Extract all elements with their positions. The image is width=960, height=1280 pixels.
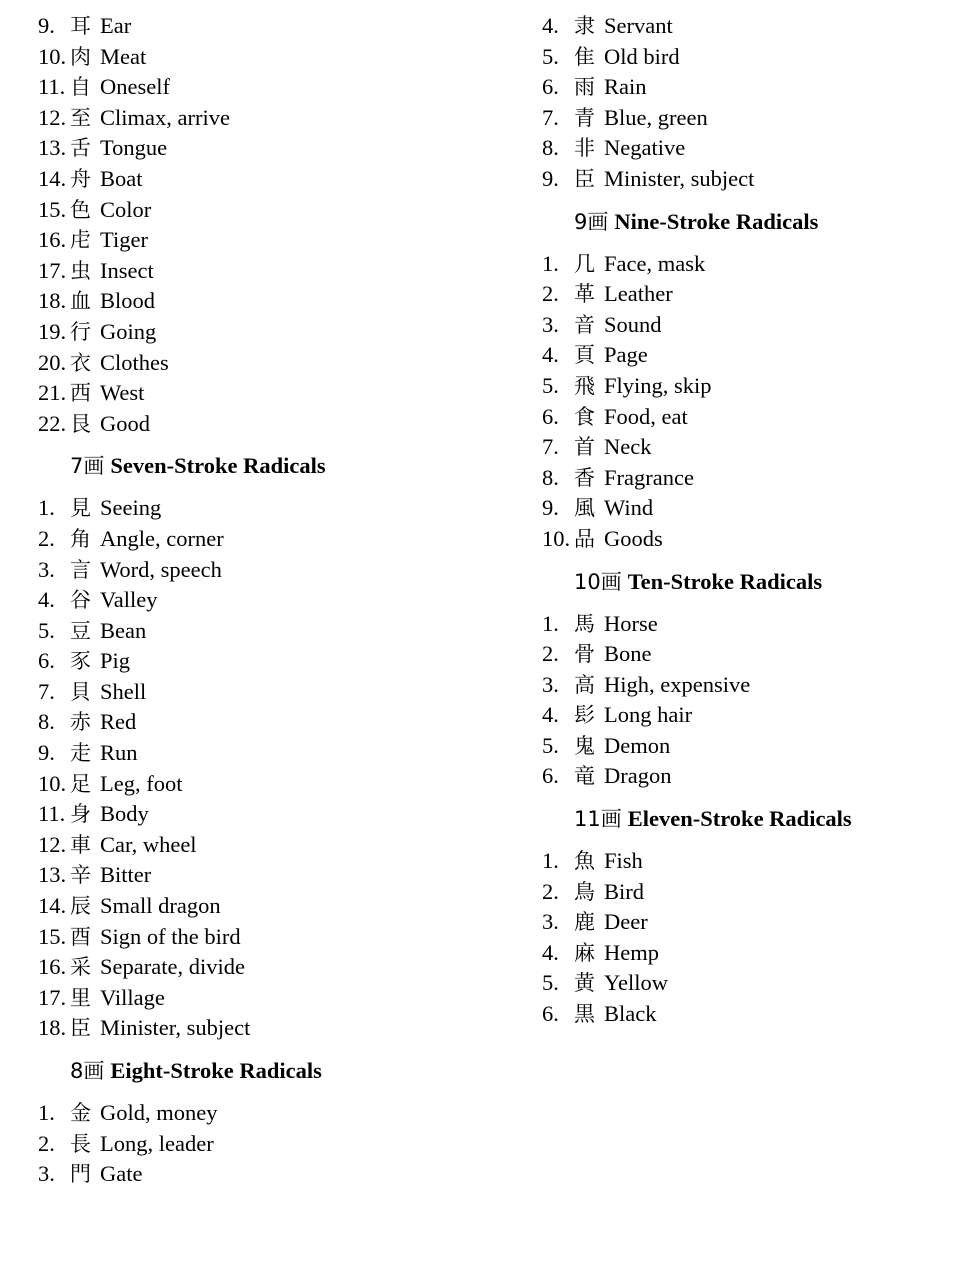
- radical-character: 髟: [574, 703, 595, 728]
- radical-item: [38, 378, 478, 409]
- item-number: 1.: [542, 848, 559, 874]
- radical-meaning: Body: [100, 801, 149, 827]
- radical-meaning: Face, mask: [604, 250, 706, 276]
- radical-item: [542, 103, 942, 134]
- item-number: 10.: [542, 525, 571, 551]
- heading-title: Eight-Stroke Radicals: [110, 1058, 322, 1083]
- radical-character: 馬: [574, 611, 595, 636]
- item-number: 7.: [542, 434, 559, 460]
- radical-meaning: Minister, subject: [604, 165, 755, 191]
- item-number: 4.: [542, 702, 559, 728]
- right-column: [542, 11, 942, 1030]
- radical-character: 舟: [70, 166, 91, 191]
- radical-meaning: Sign of the bird: [100, 923, 241, 949]
- radical-meaning: Leg, foot: [100, 770, 183, 796]
- radical-character: 辛: [70, 863, 91, 888]
- radical-item: [542, 609, 942, 640]
- radical-list: [542, 846, 942, 1030]
- radical-item: [38, 1159, 478, 1190]
- radical-item: [542, 164, 942, 195]
- item-number: 4.: [542, 13, 559, 38]
- radical-item: [38, 677, 478, 708]
- item-number: 9.: [38, 13, 55, 38]
- radical-meaning: Black: [604, 1001, 657, 1027]
- radical-item: [38, 769, 478, 800]
- item-number: 19.: [38, 318, 67, 344]
- radical-character: 骨: [574, 642, 595, 667]
- radical-meaning: Blood: [100, 288, 156, 314]
- item-number: 1.: [542, 610, 559, 636]
- radical-item: [38, 286, 478, 317]
- radical-item: [542, 11, 942, 42]
- radical-meaning: Food, eat: [604, 403, 688, 429]
- radical-item: [542, 731, 942, 762]
- item-number: 1.: [38, 495, 55, 521]
- item-number: 6.: [542, 1001, 559, 1027]
- radical-item: [38, 1013, 478, 1044]
- radical-meaning: Long hair: [604, 702, 693, 728]
- item-number: 18.: [38, 288, 67, 314]
- radical-meaning: Separate, divide: [100, 954, 245, 980]
- radical-character: 黄: [574, 971, 595, 996]
- radical-meaning: Tongue: [100, 135, 168, 161]
- radical-item: [38, 103, 478, 134]
- item-number: 16.: [38, 227, 67, 253]
- radical-meaning: Tiger: [100, 227, 148, 253]
- heading-title: Nine-Stroke Radicals: [614, 208, 819, 234]
- radical-meaning: Horse: [604, 610, 658, 636]
- radical-character: 豆: [70, 618, 91, 643]
- radical-meaning: High, expensive: [604, 671, 751, 697]
- radical-item: [38, 164, 478, 195]
- radical-item: [542, 761, 942, 792]
- radical-character: 肉: [70, 44, 91, 69]
- section-heading: [70, 451, 478, 481]
- radical-meaning: Hemp: [604, 939, 659, 965]
- radical-item: [38, 348, 478, 379]
- radical-character: 走: [70, 741, 91, 766]
- radical-character: 豕: [70, 649, 91, 674]
- item-number: 3.: [542, 909, 559, 935]
- radical-item: [38, 646, 478, 677]
- radical-list: [542, 11, 942, 195]
- item-number: 2.: [542, 878, 559, 904]
- item-number: 1.: [38, 1100, 55, 1125]
- item-number: 10.: [38, 43, 67, 69]
- radical-meaning: Servant: [604, 13, 673, 38]
- radical-character: 虫: [70, 258, 91, 283]
- item-number: 11.: [38, 74, 66, 100]
- radical-meaning: Seeing: [100, 495, 162, 521]
- radical-item: [38, 409, 478, 440]
- radical-meaning: Wind: [604, 495, 654, 521]
- radical-item: [38, 585, 478, 616]
- radical-character: 艮: [70, 411, 91, 436]
- radical-meaning: Valley: [100, 587, 158, 613]
- item-number: 16.: [38, 954, 67, 980]
- radical-character: 青: [574, 105, 595, 130]
- radical-meaning: Word, speech: [100, 556, 222, 582]
- section-heading: [574, 804, 942, 834]
- radical-item: [542, 432, 942, 463]
- radical-item: [38, 195, 478, 226]
- section-heading: [574, 207, 942, 237]
- radical-item: [38, 1129, 478, 1160]
- item-number: 4.: [38, 587, 55, 613]
- radical-character: 色: [70, 197, 91, 222]
- item-number: 8.: [38, 709, 55, 735]
- radical-item: [38, 922, 478, 953]
- radical-list: [542, 249, 942, 555]
- radical-item: [38, 983, 478, 1014]
- radical-meaning: Bone: [604, 641, 652, 667]
- radical-meaning: Gate: [100, 1161, 143, 1187]
- heading-stroke-count: 7画: [70, 454, 105, 479]
- radical-item: [542, 670, 942, 701]
- item-number: 6.: [542, 74, 559, 100]
- radical-item: [542, 42, 942, 73]
- radical-character: 鳥: [574, 879, 595, 904]
- radical-character: 隶: [574, 14, 595, 38]
- radical-item: [542, 133, 942, 164]
- item-number: 6.: [542, 763, 559, 789]
- radical-character: 耳: [70, 14, 91, 38]
- radical-meaning: Climax, arrive: [100, 104, 230, 130]
- item-number: 9.: [38, 740, 55, 766]
- section-heading: [70, 1056, 478, 1086]
- radical-item: [542, 249, 942, 280]
- radical-character: 革: [574, 282, 595, 307]
- radical-meaning: Small dragon: [100, 893, 221, 919]
- item-number: 2.: [542, 281, 559, 307]
- radical-character: 飛: [574, 373, 595, 398]
- item-number: 6.: [38, 648, 55, 674]
- item-number: 5.: [542, 970, 559, 996]
- radical-meaning: Village: [100, 984, 165, 1010]
- radical-character: 非: [574, 136, 595, 161]
- item-number: 3.: [38, 1161, 55, 1187]
- radical-item: [38, 524, 478, 555]
- radical-meaning: Yellow: [604, 970, 668, 996]
- radical-item: [38, 707, 478, 738]
- radical-character: 金: [70, 1101, 91, 1125]
- item-number: 8.: [542, 135, 559, 161]
- radical-meaning: West: [100, 380, 145, 406]
- radical-meaning: Neck: [604, 434, 652, 460]
- radical-character: 臣: [574, 166, 595, 191]
- radical-item: [38, 42, 478, 73]
- radical-item: [38, 72, 478, 103]
- radical-character: 谷: [70, 588, 91, 613]
- radical-item: [542, 463, 942, 494]
- item-number: 6.: [542, 403, 559, 429]
- radical-character: 行: [70, 319, 91, 344]
- radical-meaning: Goods: [604, 525, 663, 551]
- item-number: 15.: [38, 923, 67, 949]
- item-number: 4.: [542, 939, 559, 965]
- radical-meaning: Color: [100, 196, 152, 222]
- radical-character: 長: [70, 1131, 91, 1156]
- radical-meaning: Car, wheel: [100, 831, 197, 857]
- radical-character: 品: [574, 526, 595, 551]
- radical-character: 赤: [70, 710, 91, 735]
- heading-title: Eleven-Stroke Radicals: [627, 806, 852, 832]
- radical-list: [38, 493, 478, 1044]
- radical-character: 竜: [574, 764, 595, 789]
- radical-meaning: Shell: [100, 678, 147, 704]
- radical-character: 自: [70, 75, 91, 100]
- item-number: 2.: [38, 1130, 55, 1156]
- radical-meaning: Going: [100, 318, 157, 344]
- radical-meaning: Gold, money: [100, 1100, 218, 1125]
- item-number: 5.: [542, 732, 559, 758]
- radical-meaning: Demon: [604, 732, 671, 758]
- radical-meaning: Deer: [604, 909, 648, 935]
- item-number: 3.: [542, 671, 559, 697]
- radical-item: [542, 639, 942, 670]
- radical-character: 麻: [574, 940, 595, 965]
- radical-meaning: Flying, skip: [604, 372, 712, 398]
- heading-stroke-count: 10画: [574, 569, 622, 594]
- radical-meaning: Sound: [604, 311, 662, 337]
- radical-character: 食: [574, 404, 595, 429]
- radical-character: 頁: [574, 343, 595, 368]
- item-number: 13.: [38, 862, 67, 888]
- radical-character: 虍: [70, 228, 91, 253]
- radical-item: [542, 310, 942, 341]
- radical-character: 至: [70, 105, 91, 130]
- radical-character: 衣: [70, 350, 91, 375]
- radical-meaning: Red: [100, 709, 137, 735]
- item-number: 20.: [38, 349, 67, 375]
- radical-item: [38, 830, 478, 861]
- radical-character: 黒: [574, 1002, 595, 1027]
- radical-item: [542, 524, 942, 555]
- radical-character: 貝: [70, 679, 91, 704]
- item-number: 2.: [542, 641, 559, 667]
- radical-character: 車: [70, 832, 91, 857]
- heading-stroke-count: 11画: [574, 807, 622, 832]
- radical-meaning: Bitter: [100, 862, 152, 888]
- radical-item: [38, 555, 478, 586]
- radical-item: [38, 1098, 478, 1129]
- radical-character: 首: [574, 435, 595, 460]
- item-number: 10.: [38, 770, 67, 796]
- radical-item: [38, 616, 478, 647]
- radical-item: [542, 907, 942, 938]
- radical-character: 音: [574, 312, 595, 337]
- item-number: 4.: [542, 342, 559, 368]
- radical-item: [542, 999, 942, 1030]
- radical-character: 香: [574, 465, 595, 490]
- radical-item: [542, 877, 942, 908]
- radical-item: [38, 11, 478, 42]
- item-number: 3.: [38, 556, 55, 582]
- radical-meaning: Old bird: [604, 43, 680, 69]
- item-number: 14.: [38, 165, 67, 191]
- heading-title: Ten-Stroke Radicals: [627, 568, 823, 594]
- item-number: 9.: [542, 165, 559, 191]
- item-number: 7.: [38, 678, 55, 704]
- radical-character: 見: [70, 496, 91, 521]
- radical-meaning: Boat: [100, 165, 143, 191]
- radical-item: [542, 493, 942, 524]
- item-number: 1.: [542, 250, 559, 276]
- radical-character: 足: [70, 771, 91, 796]
- radical-item: [38, 256, 478, 287]
- radical-item: [542, 846, 942, 877]
- item-number: 5.: [542, 43, 559, 69]
- item-number: 2.: [38, 525, 55, 551]
- item-number: 17.: [38, 257, 67, 283]
- radical-meaning: Long, leader: [100, 1130, 214, 1156]
- item-number: 3.: [542, 311, 559, 337]
- radical-meaning: Rain: [604, 74, 647, 100]
- radical-character: 采: [70, 955, 91, 980]
- radical-meaning: Clothes: [100, 349, 169, 375]
- radical-meaning: Dragon: [604, 763, 672, 789]
- radical-meaning: Fish: [604, 848, 643, 874]
- radical-item: [542, 72, 942, 103]
- radical-meaning: Bird: [604, 878, 645, 904]
- radical-item: [542, 279, 942, 310]
- radical-meaning: Bean: [100, 617, 147, 643]
- radical-list: [38, 11, 478, 439]
- radical-character: 鬼: [574, 733, 595, 758]
- item-number: 15.: [38, 196, 67, 222]
- radical-item: [38, 738, 478, 769]
- radical-character: 辰: [70, 894, 91, 919]
- radical-character: 臣: [70, 1016, 91, 1041]
- radical-item: [542, 340, 942, 371]
- radical-item: [542, 700, 942, 731]
- radical-character: 門: [70, 1162, 91, 1187]
- radical-meaning: Pig: [100, 648, 131, 674]
- item-number: 21.: [38, 380, 67, 406]
- radical-character: 角: [70, 526, 91, 551]
- item-number: 11.: [38, 801, 66, 827]
- radical-list: [542, 609, 942, 793]
- radical-list: [38, 1098, 478, 1190]
- item-number: 5.: [542, 372, 559, 398]
- radical-item: [38, 133, 478, 164]
- radical-item: [38, 799, 478, 830]
- radical-meaning: Minister, subject: [100, 1015, 251, 1041]
- left-column: [38, 11, 478, 1190]
- radical-character: 魚: [574, 849, 595, 874]
- item-number: 12.: [38, 104, 67, 130]
- item-number: 8.: [542, 464, 559, 490]
- item-number: 18.: [38, 1015, 67, 1041]
- radical-meaning: Run: [100, 740, 138, 766]
- heading-stroke-count: 9画: [574, 209, 609, 234]
- radical-character: 高: [574, 672, 595, 697]
- radical-character: 舌: [70, 136, 91, 161]
- radical-meaning: Oneself: [100, 74, 170, 100]
- radical-meaning: Page: [604, 342, 648, 368]
- radical-character: 里: [70, 985, 91, 1010]
- section-heading: [574, 567, 942, 597]
- radical-item: [38, 891, 478, 922]
- radical-item: [38, 225, 478, 256]
- radical-item: [38, 860, 478, 891]
- radical-character: 言: [70, 557, 91, 582]
- radical-character: 酉: [70, 924, 91, 949]
- item-number: 5.: [38, 617, 55, 643]
- item-number: 17.: [38, 984, 67, 1010]
- radical-character: 西: [70, 381, 91, 406]
- radical-character: 几: [574, 251, 595, 276]
- radical-item: [542, 402, 942, 433]
- item-number: 22.: [38, 410, 67, 436]
- radical-meaning: Good: [100, 410, 150, 436]
- radical-item: [38, 317, 478, 348]
- radical-character: 鹿: [574, 910, 595, 935]
- radical-meaning: Fragrance: [604, 464, 694, 490]
- radical-meaning: Angle, corner: [100, 525, 224, 551]
- heading-stroke-count: 8画: [70, 1059, 105, 1083]
- heading-title: Seven-Stroke Radicals: [110, 453, 326, 479]
- radical-character: 隹: [574, 44, 595, 69]
- item-number: 12.: [38, 831, 67, 857]
- radical-meaning: Negative: [604, 135, 686, 161]
- radical-meaning: Meat: [100, 43, 147, 69]
- radical-character: 雨: [574, 75, 595, 100]
- radical-character: 身: [70, 802, 91, 827]
- radical-character: 血: [70, 289, 91, 314]
- radical-meaning: Ear: [100, 13, 132, 38]
- item-number: 7.: [542, 104, 559, 130]
- radical-item: [542, 371, 942, 402]
- radical-meaning: Leather: [604, 281, 673, 307]
- radical-item: [38, 952, 478, 983]
- radical-character: 風: [574, 496, 595, 521]
- radical-meaning: Insect: [100, 257, 154, 283]
- radical-meaning: Blue, green: [604, 104, 708, 130]
- item-number: 9.: [542, 495, 559, 521]
- item-number: 14.: [38, 893, 67, 919]
- radical-item: [542, 938, 942, 969]
- item-number: 13.: [38, 135, 67, 161]
- radical-item: [542, 968, 942, 999]
- radical-item: [38, 493, 478, 524]
